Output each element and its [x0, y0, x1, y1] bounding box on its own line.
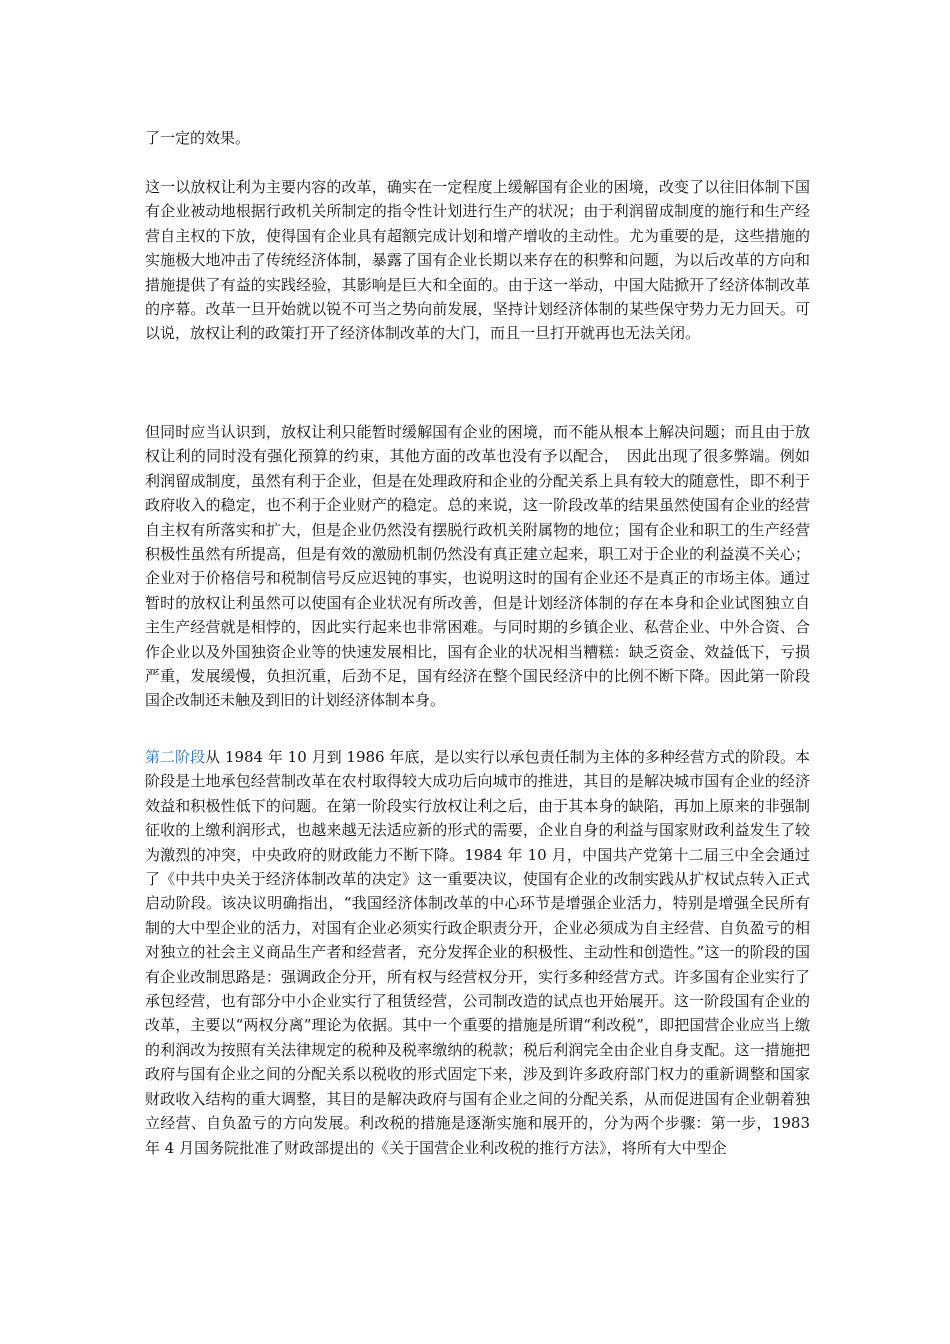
- paragraph-reform-limitations: [145, 420, 810, 713]
- paragraph-reform-effects: [145, 175, 810, 346]
- paragraph-text: 但同时应当认识到，放权让利只能暂时缓解国有企业的困境，而不能从根本上解决问题；而且由于放权让利的同时没有强化预算的约束，其他方面的改革也没有予以配合， 因此出现了很多弊端。例如利润留成制度，虽然有利于企业，但是在处理政府和企业的分配关系上具有较大的随意性，即不利于政府收入的稳定，也不利于企业财产的稳定。总的来说，这一阶段改革的结果虽然使国有企业的经营自主权有所落实和扩大，但是企业仍然没有摆脱行政机关附属物的地位；国有企业和职工的生产经营积极性虽然有所提高，但是有效的激励机制仍然没有真正建立起来，职工对于企业的利益漠不关心；企业对于价格信号和税制信号反应迟钝的事实，也说明这时的国有企业还不是真正的市场主体。通过暂时的放权让利虽然可以使国有企业状况有所改善，但是计划经济体制的存在本身和企业试图独立自主生产经营就是相悖的，因此实行起来也非常困难。与同时期的乡镇企业、私营企业、中外合资、合作企业以及外国独资企业等的快速发展相比，国有企业的状况相当糟糕：缺乏资金、效益低下，亏损严重，发展缓慢，负担沉重，后劲不足，国有经济在整个国民经济中的比例不断下降。因此第一阶段国企改制还未触及到旧的计划经济体制本身。: [145, 423, 810, 710]
- paragraph-content: [145, 745, 810, 1160]
- paragraph-text: 了一定的效果。: [145, 129, 251, 147]
- paragraph-second-stage: [145, 745, 810, 1160]
- second-stage-link[interactable]: 第二阶段: [145, 748, 206, 766]
- paragraph-intro-ending: [145, 126, 810, 150]
- paragraph-text: 从 1984 年 10 月到 1986 年底，是以实行以承包责任制为主体的多种经营方式的阶段。本阶段是土地承包经营制改革在农村取得较大成功后向城市的推进，其目的是解决城市国有企业的经济效益和积极性低下的问题。在第一阶段实行放权让利之后，由于其本身的缺陷，再加上原来的非强制征收的上缴利润形式，也越来越无法适应新的形式的需要，企业自身的利益与国家财政利益发生了较为激烈的冲突，中央政府的财政能力不断下降。1984 年 10 月，中国共产党第十二届三中全会通过了《中共中央关于经济体制改革的决定》这一重要决议，使国有企业的改制实践从扩权试点转入正式启动阶段。该决议明确指出，“我国经济体制改革的中心环节是增强企业活力，特别是增强全民所有制的大中型企业的活力，对国有企业必须实行政企职责分开，企业必须成为自主经营、自负盈亏的相对独立的社会主义商品生产者和经营者，充分发挥企业的积极性、主动性和创造性。”这一的阶段的国有企业改制思路是：强调政企分开，所有权与经营权分开，实行多种经营方式。许多国有企业实行了承包经营，也有部分中小企业实行了租赁经营，公司制改造的试点也开始展开。这一阶段国有企业的改革，主要以“两权分离”理论为依据。其中一个重要的措施是所谓“利改税”，即把国营企业应当上缴的利润改为按照有关法律规定的税种及税率缴纳的税款；税后利润完全由企业自身支配。这一措施把政府与国有企业之间的分配关系以税收的形式固定下来，涉及到许多政府部门权力的重新调整和国家财政收入结构的重大调整，其目的是解决政府与国有企业之间的分配关系，从而促进国有企业朝着独立经营、自负盈亏的方向发展。利改税的措施是逐渐实施和展开的，分为两个步骤：第一步，1983 年 4 月国务院批准了财政部提出的《关于国营企业利改税的推行方法》，将所有大中型企: [145, 748, 810, 1157]
- paragraph-text: 这一以放权让利为主要内容的改革，确实在一定程度上缓解国有企业的困境，改变了以往旧体制下国有企业被动地根据行政机关所制定的指令性计划进行生产的状况；由于利润留成制度的施行和生产经营自主权的下放，使得国有企业具有超额完成计划和增产增收的主动性。尤为重要的是，这些措施的实施极大地冲击了传统经济体制，暴露了国有企业长期以来存在的积弊和问题，为以后改革的方向和措施提供了有益的实践经验，其影响是巨大和全面的。由于这一举动，中国大陆掀开了经济体制改革的序幕。改革一旦开始就以锐不可当之势向前发展，坚持计划经济体制的某些保守势力无力回天。可以说，放权让利的政策打开了经济体制改革的大门，而且一旦打开就再也无法关闭。: [145, 178, 810, 343]
